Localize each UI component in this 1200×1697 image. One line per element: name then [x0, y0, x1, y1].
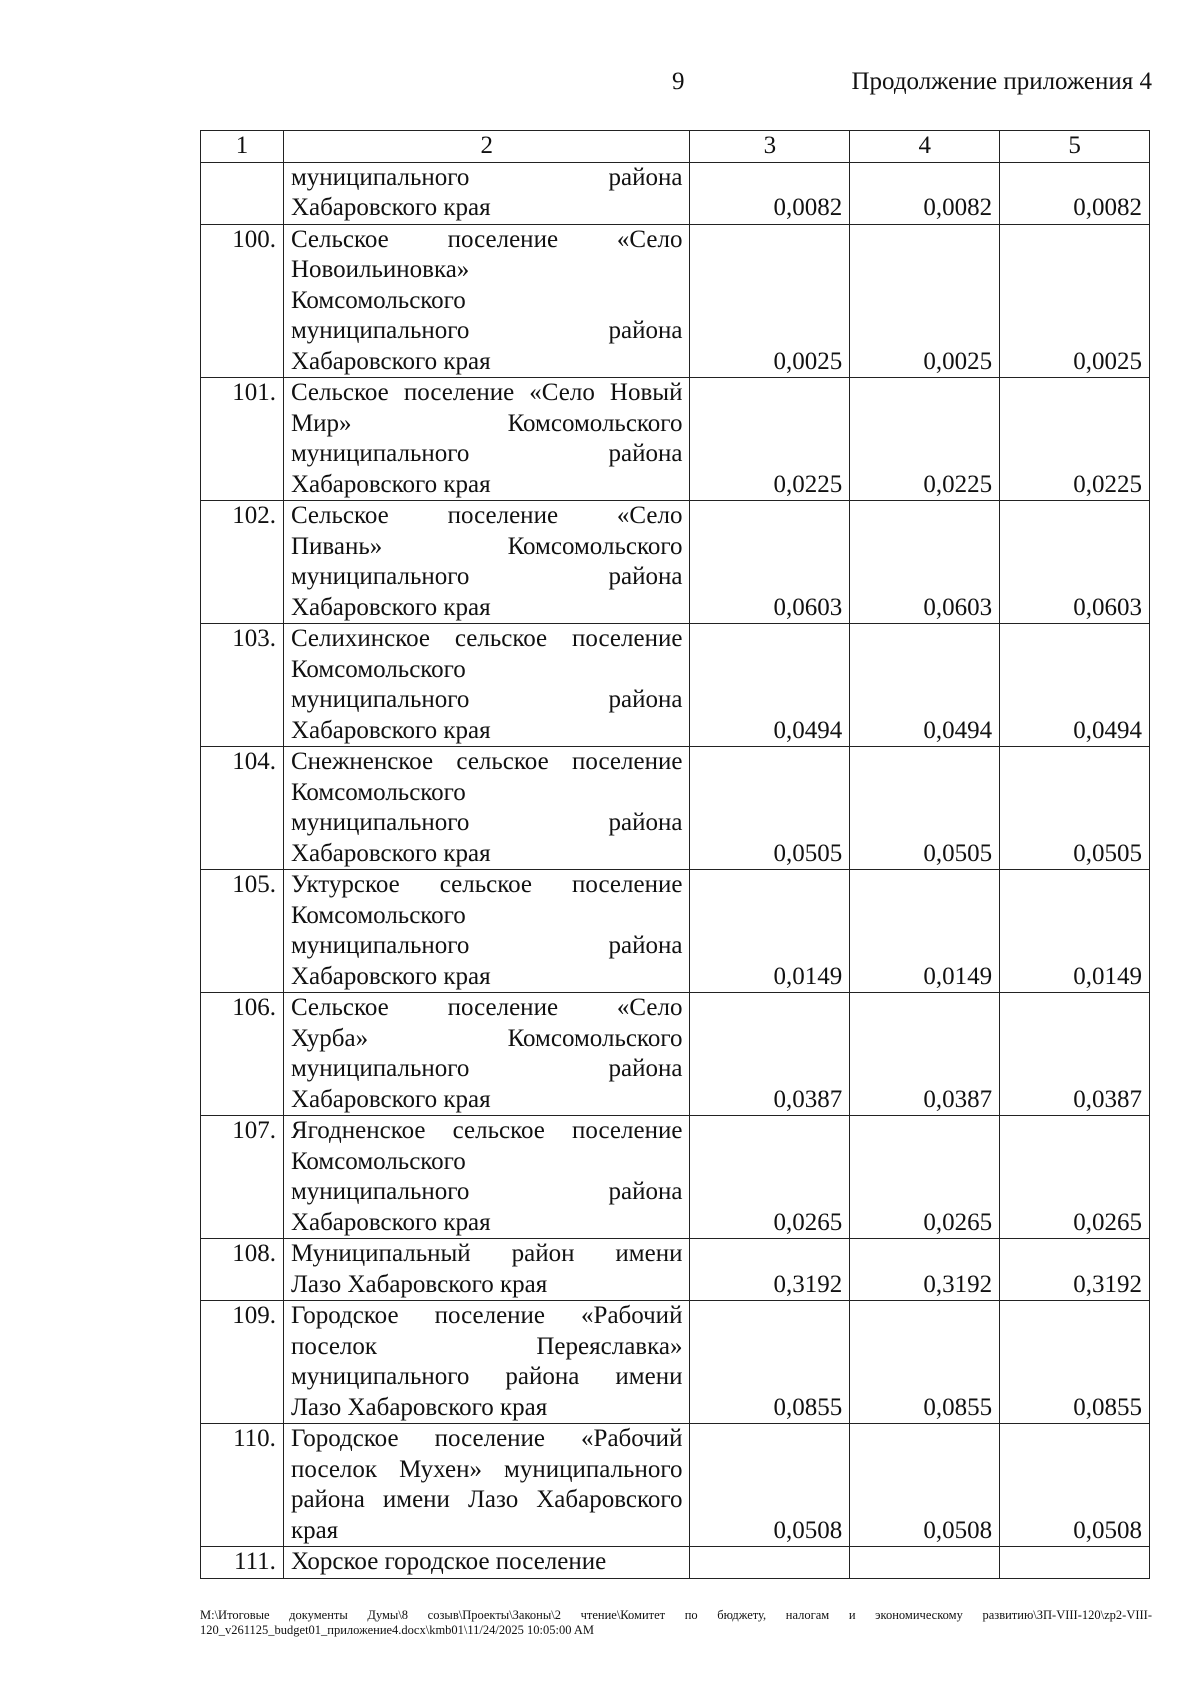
municipality-name-line: Новоильиновка»: [290, 256, 470, 283]
value-column-5: 0,0265: [1000, 1116, 1150, 1239]
municipality-name-line: Лазо Хабаровского края: [290, 1393, 548, 1421]
table-row: [201, 870, 1150, 993]
municipality-name-line: Городское поселение «Рабочий: [290, 1425, 683, 1452]
value-column-3: 0,0508: [690, 1424, 850, 1547]
municipality-name-line: Хабаровского края: [290, 1208, 491, 1236]
row-number: [201, 162, 284, 224]
municipality-name-line: муниципального района: [290, 809, 683, 836]
value-column-5: 0,3192: [1000, 1239, 1150, 1301]
municipality-name: [283, 1424, 690, 1547]
municipality-name: [283, 624, 690, 747]
file-path-footer: M:\Итоговые документы Думы\8 созыв\Проекты\Законы\2 чтение\Комитет по бюджету, налогам и экономическому развитию\ЗП-VIII-120\zp2-VIII-120_v261125_budget01_приложение4.docx\kmb01\11/24/2025 10:05:00 AM: [200, 1608, 1152, 1637]
value-column-5: 0,0025: [1000, 224, 1150, 378]
municipality-name-line: района имени Лазо Хабаровского: [290, 1486, 683, 1513]
municipality-name-line: Хабаровского края: [290, 593, 491, 621]
value-column-3: 0,0603: [690, 501, 850, 624]
table-row: [201, 747, 1150, 870]
municipality-name: [283, 162, 690, 224]
municipality-name-line: муниципального района: [290, 440, 683, 467]
column-header-2: 2: [283, 131, 690, 163]
municipality-name: [283, 1239, 690, 1301]
value-column-5: 0,0855: [1000, 1301, 1150, 1424]
value-column-5: 0,0387: [1000, 993, 1150, 1116]
municipality-name-line: Комсомольского: [290, 286, 466, 314]
municipality-name: [283, 224, 690, 378]
municipality-name-line: Селихинское сельское поселение: [290, 625, 683, 652]
municipality-name-line: Ягодненское сельское поселение: [290, 1117, 683, 1144]
value-column-4: 0,0494: [850, 624, 1000, 747]
value-column-4: 0,0149: [850, 870, 1000, 993]
row-number: 103.: [201, 624, 284, 747]
table-header-row: [201, 131, 1150, 163]
column-header-5: 5: [1000, 131, 1150, 163]
municipality-name-line: Хабаровского края: [290, 347, 491, 375]
value-column-3: 0,0082: [690, 162, 850, 224]
row-number: 101.: [201, 378, 284, 501]
value-column-3: 0,0149: [690, 870, 850, 993]
value-column-5: 0,0603: [1000, 501, 1150, 624]
page-number: 9: [672, 68, 685, 95]
value-column-4: 0,0082: [850, 162, 1000, 224]
value-column-3: 0,0225: [690, 378, 850, 501]
table-row: [201, 224, 1150, 378]
municipality-name-line: Лазо Хабаровского края: [290, 1270, 548, 1298]
municipality-name: [283, 378, 690, 501]
municipality-name-line: муниципального района: [290, 563, 683, 590]
municipality-name-line: Комсомольского: [290, 655, 466, 683]
municipality-name-line: поселок Мухен» муниципального: [290, 1455, 683, 1483]
value-column-5: 0,0508: [1000, 1424, 1150, 1547]
municipality-name-line: поселок Переяславка»: [290, 1332, 683, 1360]
municipality-name-line: Хабаровского края: [290, 470, 491, 498]
value-column-4: 0,3192: [850, 1239, 1000, 1301]
municipality-name-line: муниципального района: [290, 163, 683, 191]
municipality-name-line: муниципального района: [290, 932, 683, 959]
municipality-name: [283, 1547, 690, 1579]
value-column-3: 0,0855: [690, 1301, 850, 1424]
municipality-name-line: Пивань» Комсомольского: [290, 532, 683, 560]
municipality-name-line: края: [290, 1516, 339, 1544]
value-column-4: 0,0603: [850, 501, 1000, 624]
row-number: 109.: [201, 1301, 284, 1424]
municipality-name-line: Хабаровского края: [290, 962, 491, 990]
municipality-name: [283, 501, 690, 624]
value-column-4: 0,0025: [850, 224, 1000, 378]
municipality-name-line: Сельское поселение «Село: [290, 225, 683, 253]
municipality-name-line: Сельское поселение «Село: [290, 502, 683, 529]
column-header-3: 3: [690, 131, 850, 163]
value-column-3: 0,0025: [690, 224, 850, 378]
table-row: [201, 1547, 1150, 1579]
municipality-name-line: Комсомольского: [290, 901, 466, 929]
municipality-name-line: Уктурское сельское поселение: [290, 871, 683, 898]
table-row: [201, 1116, 1150, 1239]
table-row: [201, 1301, 1150, 1424]
value-column-4: 0,0265: [850, 1116, 1000, 1239]
column-header-4: 4: [850, 131, 1000, 163]
municipality-name-line: Хурба» Комсомольского: [290, 1024, 683, 1052]
value-column-4: [850, 1547, 1000, 1579]
municipality-name-line: Снежненское сельское поселение: [290, 748, 683, 775]
municipality-name: [283, 993, 690, 1116]
row-number: 106.: [201, 993, 284, 1116]
row-number: 111.: [201, 1547, 284, 1579]
value-column-3: 0,3192: [690, 1239, 850, 1301]
table-row: [201, 501, 1150, 624]
column-header-1: 1: [201, 131, 284, 163]
municipality-name: [283, 870, 690, 993]
table-row: [201, 1424, 1150, 1547]
continuation-title: Продолжение приложения 4: [851, 68, 1152, 95]
value-column-4: 0,0505: [850, 747, 1000, 870]
table-row: [201, 162, 1150, 224]
row-number: 100.: [201, 224, 284, 378]
municipality-name-line: Комсомольского: [290, 1147, 466, 1175]
value-column-4: 0,0225: [850, 378, 1000, 501]
municipality-name-line: Хабаровского края: [290, 839, 491, 867]
municipality-name-line: муниципального района: [290, 1055, 683, 1082]
value-column-5: 0,0225: [1000, 378, 1150, 501]
value-column-3: 0,0265: [690, 1116, 850, 1239]
municipality-name-line: Сельское поселение «Село: [290, 994, 683, 1021]
municipality-name-line: муниципального района: [290, 686, 683, 713]
municipality-name-line: Муниципальный район имени: [290, 1240, 683, 1267]
value-column-5: 0,0082: [1000, 162, 1150, 224]
value-column-4: 0,0855: [850, 1301, 1000, 1424]
municipality-name: [283, 747, 690, 870]
value-column-3: [690, 1547, 850, 1579]
municipality-name: [283, 1301, 690, 1424]
row-number: 105.: [201, 870, 284, 993]
row-number: 107.: [201, 1116, 284, 1239]
value-column-3: 0,0494: [690, 624, 850, 747]
row-number: 102.: [201, 501, 284, 624]
value-column-5: 0,0149: [1000, 870, 1150, 993]
municipality-name: [283, 1116, 690, 1239]
table-row: [201, 1239, 1150, 1301]
municipality-name-line: муниципального района имени: [290, 1363, 683, 1390]
municipality-name-line: Хабаровского края: [290, 194, 491, 221]
value-column-5: 0,0494: [1000, 624, 1150, 747]
row-number: 108.: [201, 1239, 284, 1301]
row-number: 110.: [201, 1424, 284, 1547]
municipality-name-line: Сельское поселение «Село Новый: [290, 379, 683, 406]
municipality-name-line: Хабаровского края: [290, 1085, 491, 1113]
row-number: 104.: [201, 747, 284, 870]
municipality-name-line: муниципального района: [290, 1178, 683, 1205]
municipality-name-line: Городское поселение «Рабочий: [290, 1302, 683, 1329]
value-column-3: 0,0387: [690, 993, 850, 1116]
municipality-name-line: Комсомольского: [290, 778, 466, 806]
municipality-name-line: Мир» Комсомольского: [290, 409, 683, 437]
value-column-5: [1000, 1547, 1150, 1579]
table-row: [201, 624, 1150, 747]
value-column-5: 0,0505: [1000, 747, 1150, 870]
budget-table: [200, 130, 1150, 1579]
municipality-name-line: муниципального района: [290, 317, 683, 344]
table-row: [201, 378, 1150, 501]
municipality-name-line: Хорское городское поселение: [290, 1548, 607, 1575]
municipality-name-line: Хабаровского края: [290, 716, 491, 744]
value-column-3: 0,0505: [690, 747, 850, 870]
value-column-4: 0,0508: [850, 1424, 1000, 1547]
value-column-4: 0,0387: [850, 993, 1000, 1116]
table-row: [201, 993, 1150, 1116]
table-body: [201, 162, 1150, 1578]
